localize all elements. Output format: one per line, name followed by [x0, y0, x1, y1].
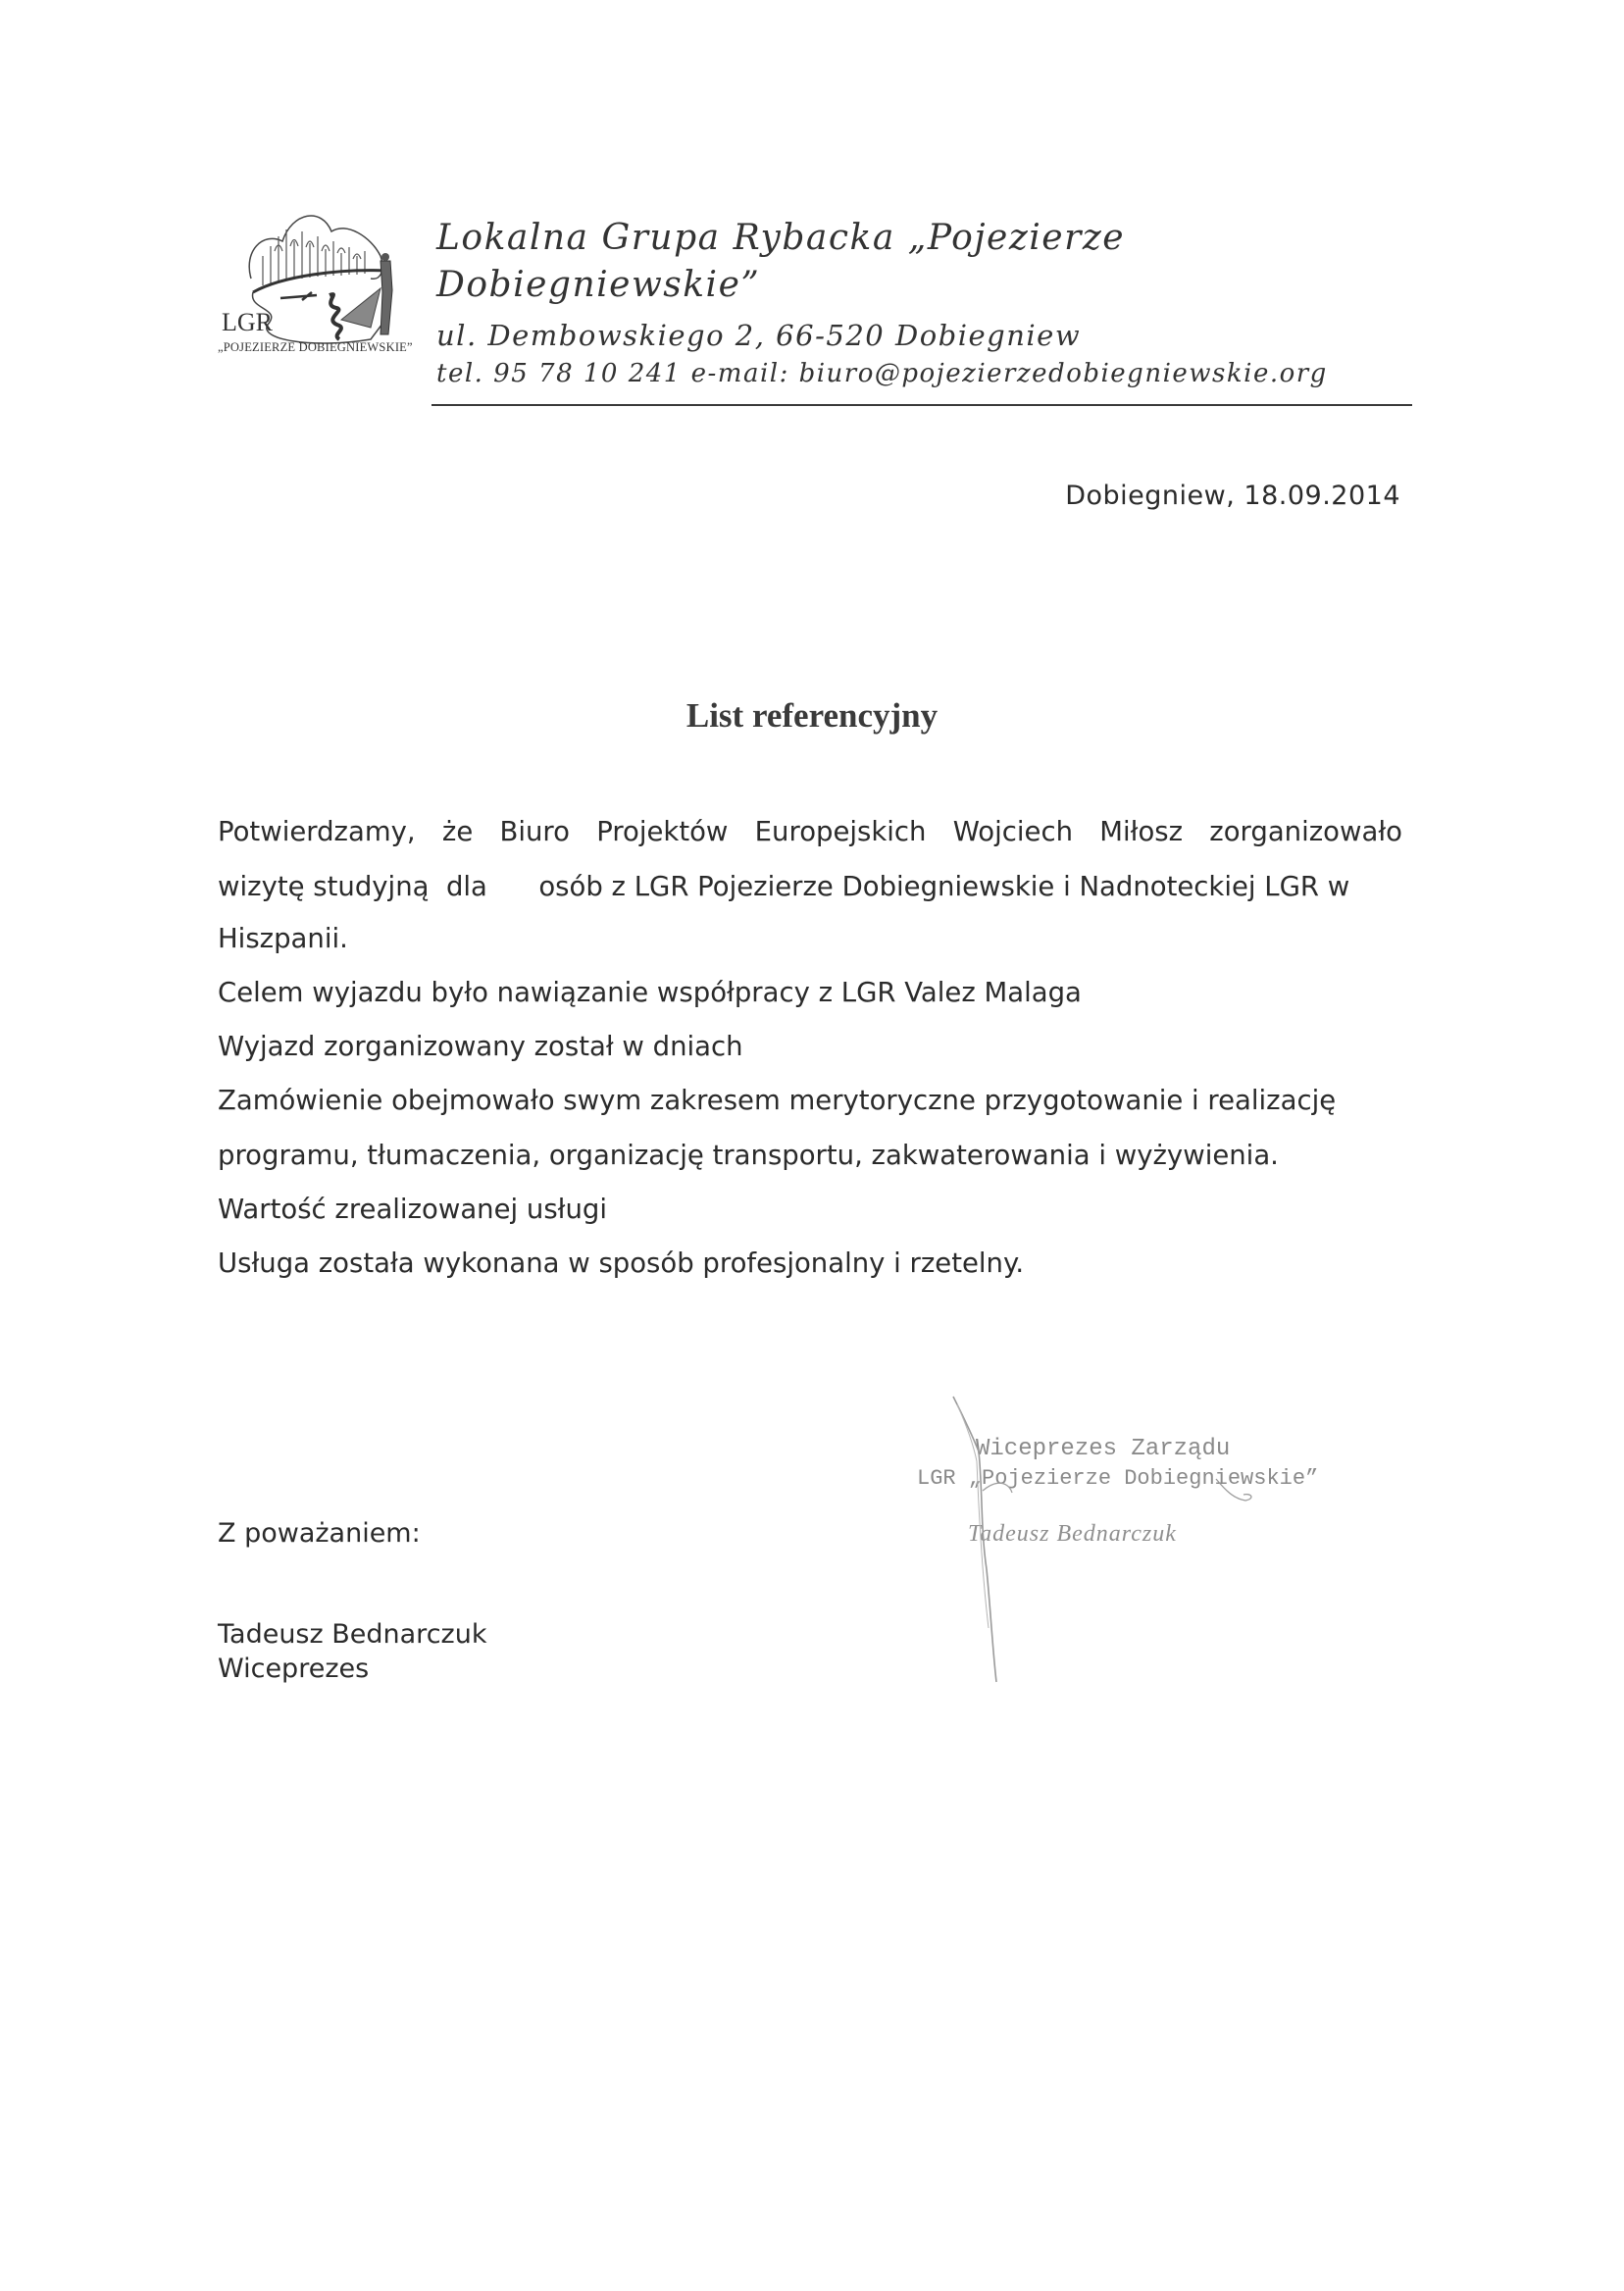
date-line: Dobiegniew, 18.09.2014: [1065, 481, 1400, 511]
body-line: Usługa została wykonana w sposób profesjonalny i rzetelny.: [218, 1247, 1025, 1279]
logo-sublabel: „POJEZIERZE DOBIEGNIEWSKIE”: [218, 340, 413, 354]
org-name-line1: Lokalna Grupa Rybacka „Pojezierze: [436, 218, 1126, 258]
body-line: wizytę studyjną dla osób z LGR Pojezierze Dobiegniewskie i Nadnoteckiej LGR w: [218, 871, 1350, 902]
stamp-line-org: LGR „Pojezierze Dobiegniewskie”: [917, 1466, 1319, 1491]
org-contact: tel. 95 78 10 241 e-mail: biuro@pojezierzedobiegniewskie.org: [436, 359, 1328, 388]
body-line: Wartość zrealizowanej usługi: [218, 1194, 608, 1225]
stamp-line-name: Tadeusz Bednarczuk: [968, 1521, 1177, 1547]
closing-salutation: Z poważaniem:: [218, 1518, 421, 1549]
signature-stroke-icon: [922, 1383, 1294, 1706]
letter-title: List referencyjny: [685, 696, 939, 735]
body-line: Wyjazd zorganizowany został w dniach: [218, 1031, 743, 1062]
signer-name: Tadeusz Bednarczuk: [218, 1619, 487, 1650]
body-line: Zamówienie obejmowało swym zakresem merytoryczne przygotowanie i realizację: [218, 1085, 1337, 1116]
org-address: ul. Dembowskiego 2, 66-520 Dobiegniew: [436, 319, 1082, 352]
body-line: programu, tłumaczenia, organizację transportu, zakwaterowania i wyżywienia.: [218, 1140, 1279, 1171]
body-line: Celem wyjazdu było nawiązanie współpracy z LGR Valez Malaga: [218, 977, 1082, 1008]
org-name-line2: Dobiegniewskie”: [436, 265, 761, 305]
signer-title: Wiceprezes: [218, 1654, 370, 1684]
letterhead-divider: [431, 404, 1412, 406]
body-line: Potwierdzamy, że Biuro Projektów Europejskich Wojciech Miłosz zorganizowało: [218, 816, 1402, 847]
handwritten-signature: [922, 1383, 1294, 1706]
stamp-line-title: Wiceprezes Zarządu: [976, 1436, 1231, 1462]
logo-label: LGR: [222, 308, 273, 336]
body-line: Hiszpanii.: [218, 923, 348, 954]
